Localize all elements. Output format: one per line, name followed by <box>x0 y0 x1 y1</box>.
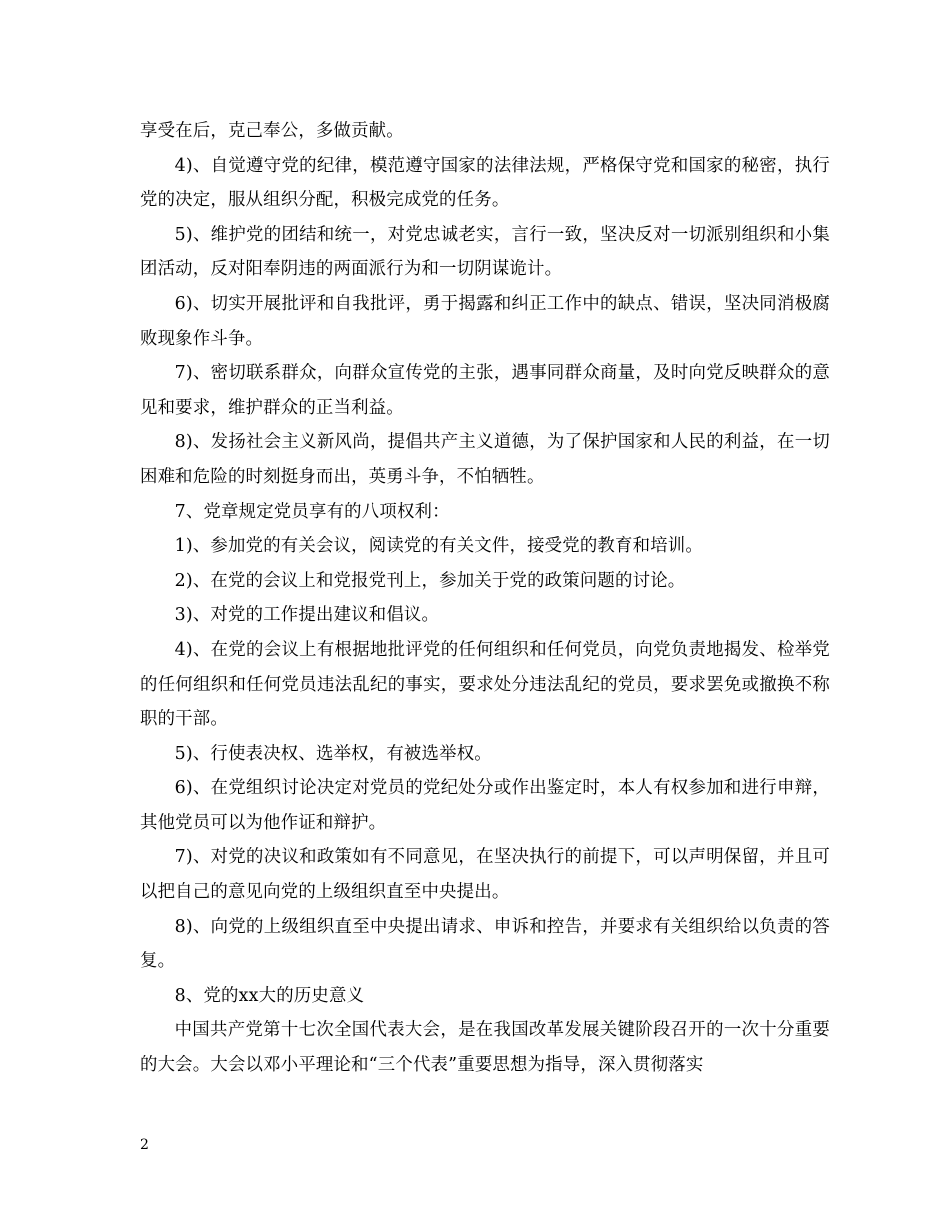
paragraph-right-5: 5)、行使表决权、选举权，有被选举权。 <box>174 743 492 764</box>
paragraph-duty-5: 5)、维护党的团结和统一，对党忠诚老实，言行一致，坚决反对一切派别组织和小集团活动，反对阳奉阴违的两面派行为和一切阴谋诡计。 <box>140 224 830 280</box>
paragraph-duty-4: 4)、自觉遵守党的纪律，模范遵守国家的法律法规，严格保守党和国家的秘密，执行党的决定，服从组织分配，积极完成党的任务。 <box>140 155 830 211</box>
paragraph-continuation: 享受在后，克己奉公，多做贡献。 <box>140 121 404 141</box>
paragraph-right-6: 6)、在党组织讨论决定对党员的党纪处分或作出鉴定时，本人有权参加和进行申辩，其他党员可以为他作证和辩护。 <box>140 778 830 833</box>
paragraph-right-7: 7)、对党的决议和政策如有不同意见，在坚决执行的前提下，可以声明保留，并且可以把自己的意见向党的上级组织直至中央提出。 <box>140 847 830 903</box>
paragraph-right-8: 8)、向党的上级组织直至中央提出请求、申诉和控告，并要求有关组织给以负责的答复。 <box>140 916 830 972</box>
page-number: 2 <box>140 1137 149 1153</box>
paragraph-right-4: 4)、在党的会议上有根据地批评党的任何组织和任何党员，向党负责地揭发、检举党的任何组织和任何党员违法乱纪的事实，要求处分违法乱纪的党员，要求罢免或撤换不称职的干部。 <box>140 639 830 730</box>
paragraph-duty-8: 8)、发扬社会主义新风尚，提倡共产主义道德，为了保护国家和人民的利益，在一切困难和危险的时刻挺身而出，英勇斗争，不怕牺牲。 <box>140 432 830 487</box>
document-body <box>140 114 830 1083</box>
paragraph-right-2: 2)、在党的会议上和党报党刊上，参加关于党的政策问题的讨论。 <box>174 570 686 591</box>
paragraph-right-1: 1)、参加党的有关会议，阅读党的有关文件，接受党的教育和培训。 <box>174 536 703 557</box>
paragraph-duty-6: 6)、切实开展批评和自我批评，勇于揭露和纠正工作中的缺点、错误，坚决同消极腐败现象作斗争。 <box>140 293 830 349</box>
paragraph-congress-significance: 中国共产党第十七次全国代表大会，是在我国改革发展关键阶段召开的一次十分重要的大会。大会以邓小平理论和“三个代表”重要思想为指导，深入贯彻落实 <box>140 1020 830 1076</box>
paragraph-duty-7: 7)、密切联系群众，向群众宣传党的主张，遇事同群众商量，及时向党反映群众的意见和要求，维护群众的正当利益。 <box>140 363 830 418</box>
section-heading-congress: 8、党的xx大的历史意义 <box>174 985 365 1006</box>
paragraph-right-3: 3)、对党的工作提出建议和倡议。 <box>174 605 440 626</box>
section-heading-rights: 7、党章规定党员享有的八项权利： <box>174 501 450 522</box>
